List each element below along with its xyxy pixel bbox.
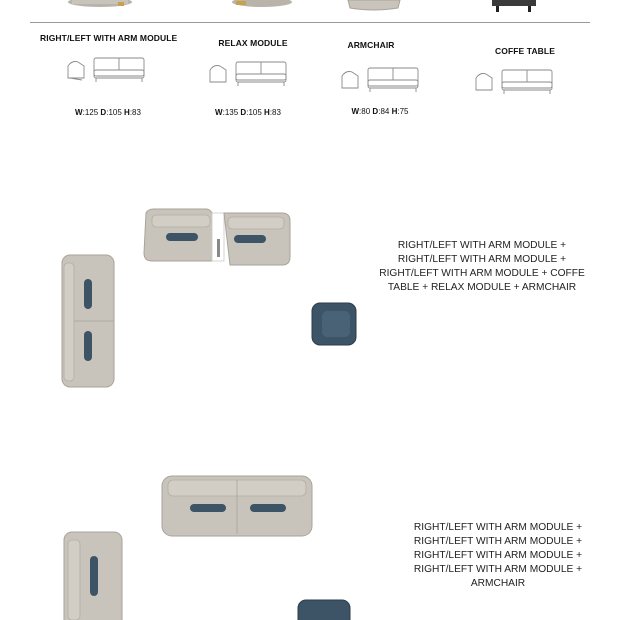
composition-plan-1 bbox=[56, 205, 366, 395]
product-photo-sofa-1 bbox=[68, 0, 132, 7]
module-title-arm: RIGHT/LEFT WITH ARM MODULE bbox=[40, 33, 178, 43]
module-dims-arm: W:125 D:105 H:83 bbox=[75, 108, 141, 117]
module-dims-relax: W:135 D:105 H:83 bbox=[215, 108, 281, 117]
module-title-coffee-table: COFFE TABLE bbox=[495, 46, 555, 56]
product-photo-strip-svg bbox=[0, 0, 620, 22]
plan-sofa-top-1 bbox=[144, 209, 290, 265]
plan-armchair-1 bbox=[312, 303, 356, 345]
module-drawing-relax bbox=[206, 58, 292, 88]
caption-line: TABLE + RELAX MODULE + ARMCHAIR bbox=[387, 282, 577, 293]
composition-caption-2 bbox=[392, 521, 604, 591]
module-title-relax: RELAX MODULE bbox=[218, 38, 288, 48]
plan-sofa-left-1 bbox=[62, 255, 114, 387]
caption-line: RIGHT/LEFT WITH ARM MODULE + bbox=[413, 522, 583, 533]
caption-line: RIGHT/LEFT WITH ARM MODULE + COFFE bbox=[379, 268, 585, 279]
caption-line: RIGHT/LEFT WITH ARM MODULE + bbox=[413, 564, 583, 575]
caption-line: ARMCHAIR bbox=[470, 578, 526, 589]
product-photo-armchair bbox=[348, 0, 400, 10]
product-photo-strip bbox=[0, 0, 620, 22]
product-photo-coffee-table bbox=[492, 0, 536, 12]
module-title-armchair: ARMCHAIR bbox=[347, 40, 395, 50]
plan-sofa-left-2 bbox=[64, 532, 122, 620]
module-drawing-coffee-table bbox=[472, 66, 558, 96]
module-drawing-armchair bbox=[338, 64, 424, 94]
composition-caption-1 bbox=[376, 239, 588, 295]
section-divider bbox=[30, 22, 590, 23]
caption-line: RIGHT/LEFT WITH ARM MODULE + bbox=[397, 254, 567, 265]
caption-line: RIGHT/LEFT WITH ARM MODULE + bbox=[397, 240, 567, 251]
composition-plan-2 bbox=[56, 470, 366, 620]
product-photo-sofa-2 bbox=[232, 0, 292, 7]
module-drawing-arm bbox=[64, 54, 150, 84]
plan-sofa-top-2 bbox=[162, 476, 312, 536]
module-dims-armchair: W:80 D:84 H:75 bbox=[351, 107, 409, 116]
caption-line: RIGHT/LEFT WITH ARM MODULE + bbox=[413, 536, 583, 547]
plan-armchair-2 bbox=[298, 600, 350, 620]
caption-line: RIGHT/LEFT WITH ARM MODULE + bbox=[413, 550, 583, 561]
